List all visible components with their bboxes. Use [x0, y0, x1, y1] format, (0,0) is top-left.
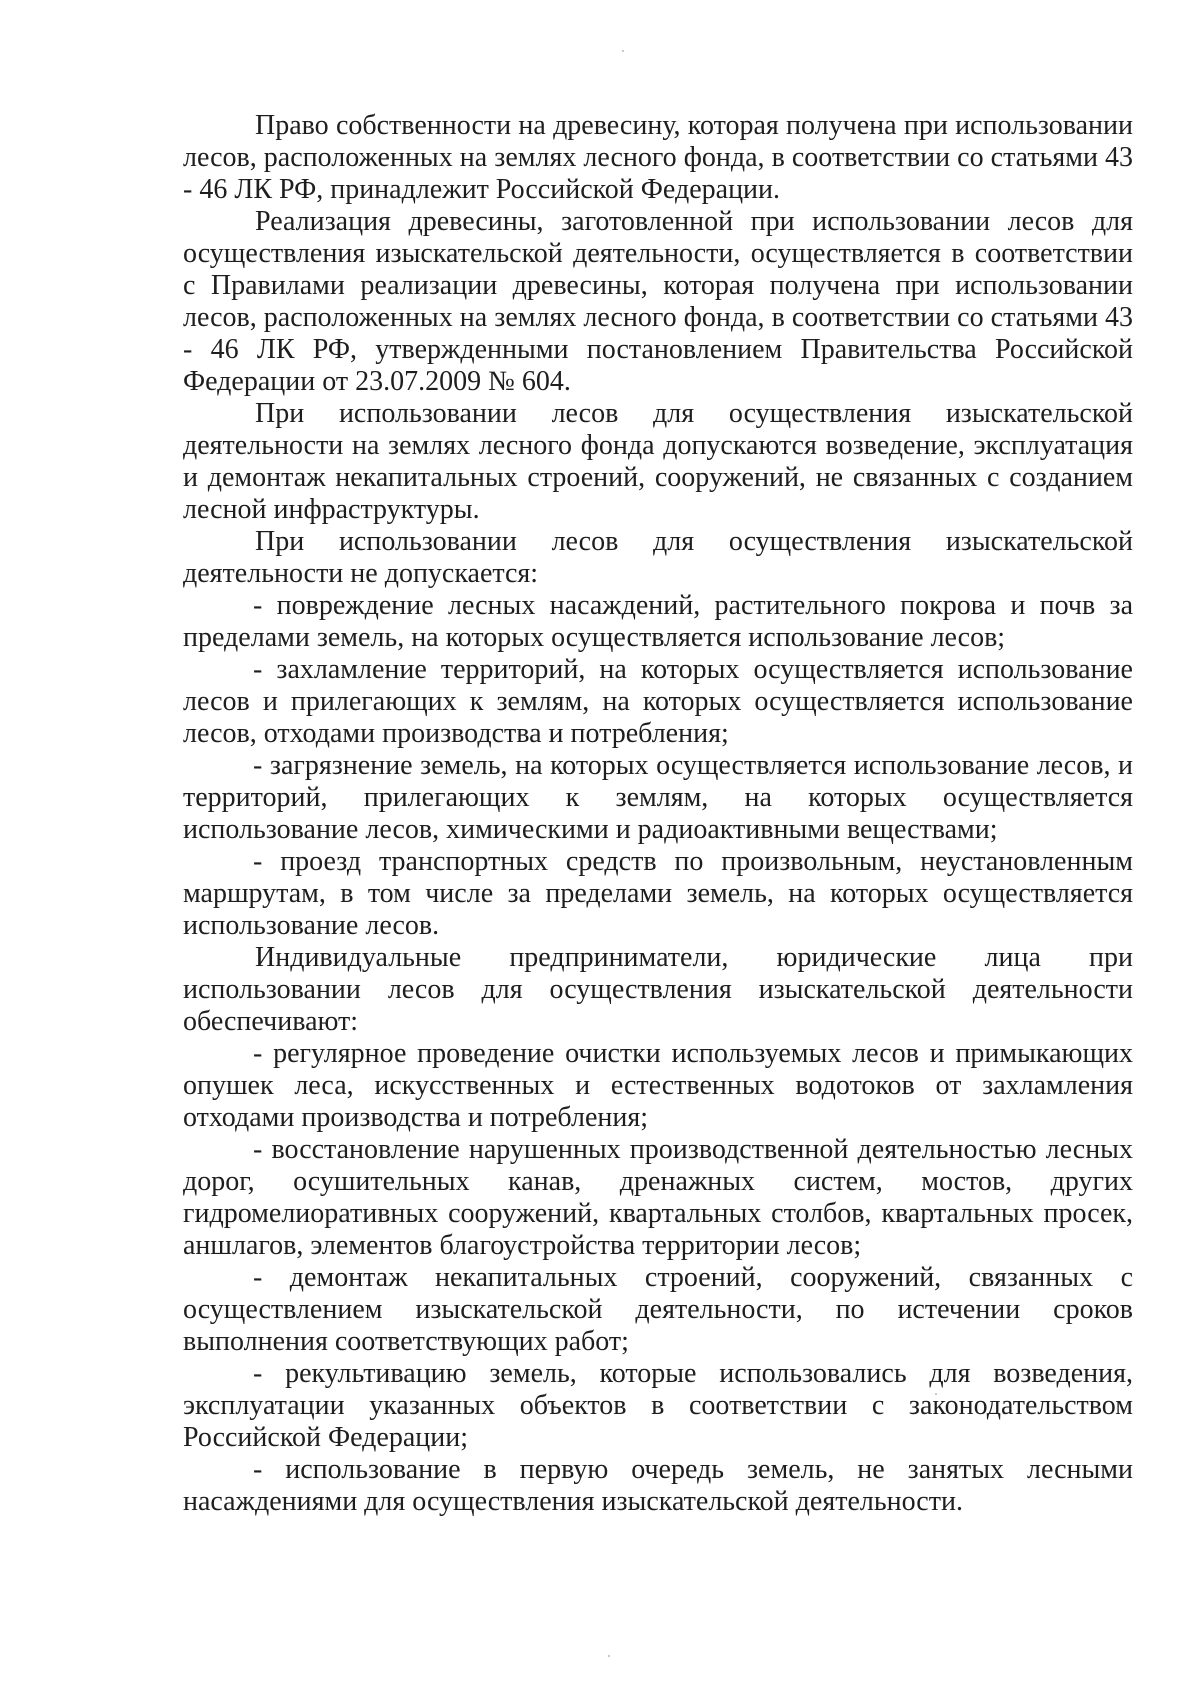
list-item: - загрязнение земель, на которых осуществляется использование лесов, и территорий, прилегающих к землям, на которых осуществляется использование лесов, химическими и радиоактивными веществами;	[183, 750, 1133, 845]
list-item: - демонтаж некапитальных строений, сооружений, связанных с осуществлением изыскательской деятельности, по истечении сроков выполнения соответствующих работ;	[183, 1262, 1133, 1357]
list-item: - повреждение лесных насаждений, растительного покрова и почв за пределами земель, на которых осуществляется использование лесов;	[183, 590, 1133, 653]
list-item: - рекультивацию земель, которые использовались для возведения, эксплуатации указанных объектов в соответствии с законодательством Российской Федерации;	[183, 1358, 1133, 1453]
list-item: - восстановление нарушенных производственной деятельностью лесных дорог, осушительных канав, дренажных систем, мостов, других гидромелиоративных сооружений, квартальных столбов, квартальных просек, аншлагов, элементов благоустройства территории лесов;	[183, 1134, 1133, 1261]
list-item: - проезд транспортных средств по произвольным, неустановленным маршрутам, в том числе за пределами земель, на которых осуществляется использование лесов.	[183, 846, 1133, 941]
paragraph-allowed-structures: При использовании лесов для осуществления изыскательской деятельности на землях лесного фонда допускаются возведение, эксплуатация и демонтаж некапитальных строений, сооружений, не связанных с созданием лесной инфраструктуры.	[183, 398, 1133, 525]
list-item: - использование в первую очередь земель, не занятых лесными насаждениями для осуществления изыскательской деятельности.	[183, 1454, 1133, 1517]
paragraph-obligations-intro: Индивидуальные предприниматели, юридические лица при использовании лесов для осуществления изыскательской деятельности обеспечивают:	[183, 942, 1133, 1037]
paragraph-timber-sale: Реализация древесины, заготовленной при использовании лесов для осуществления изыскательской деятельности, осуществляется в соответствии с Правилами реализации древесины, которая получена при использовании лесов, расположенных на землях лесного фонда, в соответствии со статьями 43 - 46 ЛК РФ, утвержденными постановлением Правительства Российской Федерации от 23.07.2009 № 604.	[183, 206, 1133, 397]
list-item: - захламление территорий, на которых осуществляется использование лесов и прилегающих к землям, на которых осуществляется использование лесов, отходами производства и потребления;	[183, 654, 1133, 749]
paragraph-ownership: Право собственности на древесину, которая получена при использовании лесов, расположенных на землях лесного фонда, в соответствии со статьями 43 - 46 ЛК РФ, принадлежит Российской Федерации.	[183, 110, 1133, 205]
scan-speck	[608, 1655, 610, 1657]
paragraph-prohibitions-intro: При использовании лесов для осуществления изыскательской деятельности не допускается:	[183, 526, 1133, 589]
list-item: - регулярное проведение очистки используемых лесов и примыкающих опушек леса, искусственных и естественных водотоков от захламления отходами производства и потребления;	[183, 1038, 1133, 1133]
scan-speck	[622, 50, 624, 52]
document-body	[183, 110, 1133, 1518]
